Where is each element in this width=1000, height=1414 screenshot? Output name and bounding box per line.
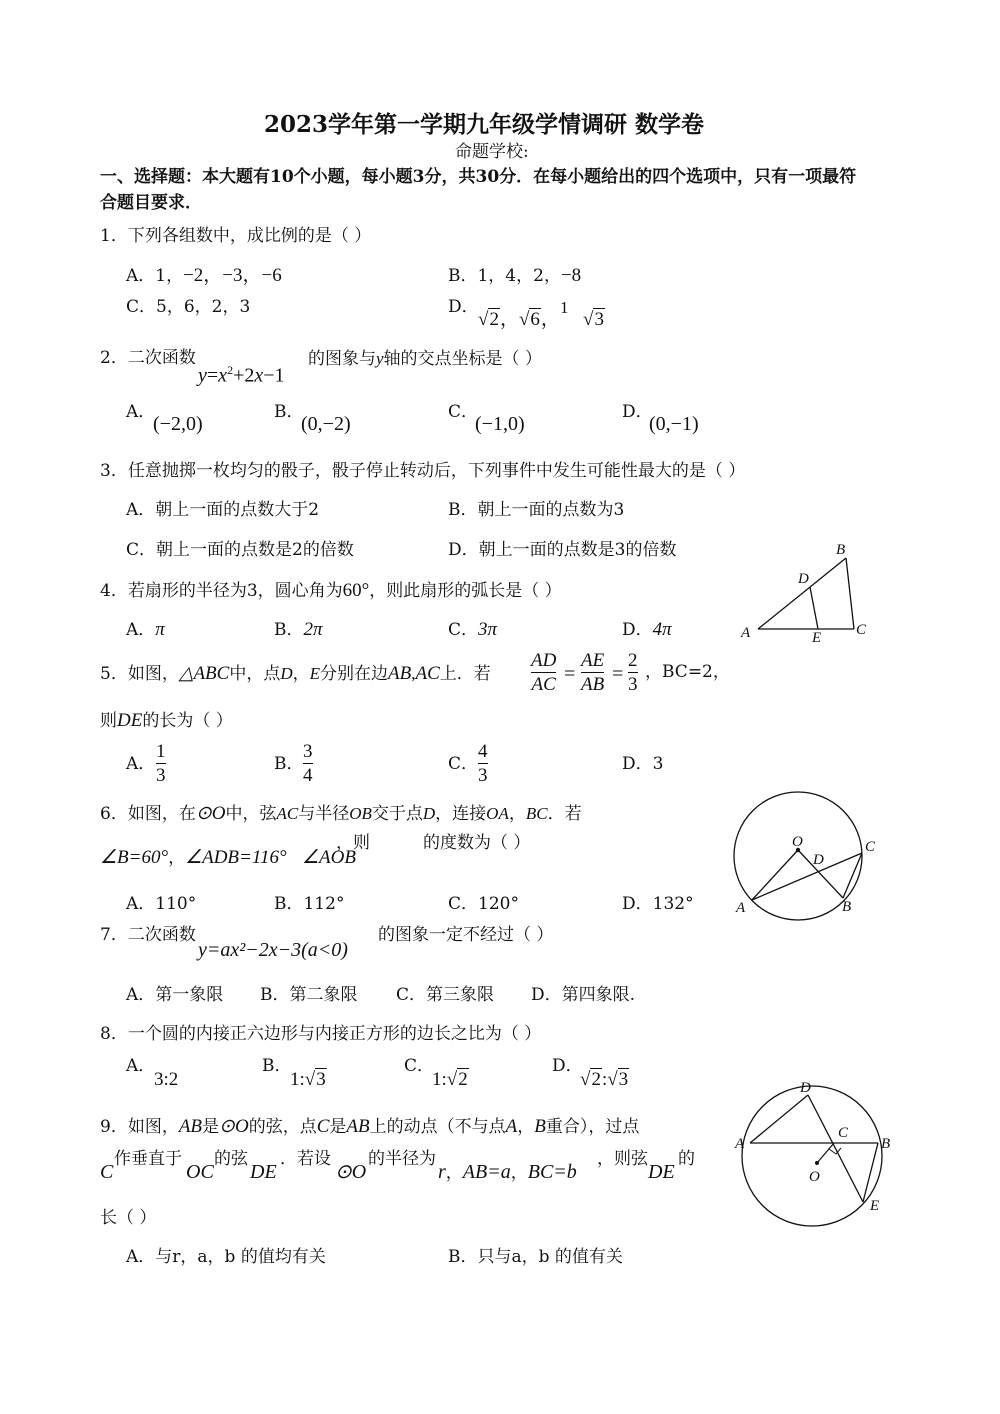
q5-option-c: 4 3: [478, 741, 488, 786]
q7-option-d: D．第四象限.: [531, 985, 636, 1005]
label-D: D: [800, 1080, 811, 1096]
q8-option-d-label: D．: [552, 1056, 583, 1076]
label-O: O: [809, 1169, 820, 1185]
label-C: C: [838, 1125, 849, 1141]
q7-function: y=ax²−2x−3(a<0): [198, 939, 348, 961]
q4-option-d: D．4π: [622, 619, 672, 640]
label-D: D: [813, 852, 824, 868]
q2-stem-b: 的图象与y轴的交点坐标是（ ）: [308, 349, 542, 369]
q5-equals-1: =: [564, 663, 576, 685]
q8-stem: 8．一个圆的内接正六边形与内接正方形的边长之比为（ ）: [100, 1024, 542, 1044]
label-B: B: [881, 1136, 891, 1152]
q9-option-b: B．只与a，b 的值有关: [448, 1247, 623, 1267]
q1-option-c: C．5，6，2，3: [126, 297, 251, 317]
q8-option-c-label: C．: [404, 1056, 435, 1076]
q5-option-a: 1 3: [156, 741, 166, 786]
q5-stem: 5．如图，△ABC中，点D，E分别在边AB,AC上．若: [100, 663, 491, 684]
q7-stem-a: 7．二次函数: [100, 925, 196, 945]
q9-stem-then: ，则弦: [597, 1149, 648, 1169]
exam-subtitle: 命题学校:: [455, 142, 529, 162]
q9-oc: OC: [186, 1161, 214, 1183]
q5-fraction-ae-ab: AE AB: [581, 650, 605, 695]
q5-bc-value: ，BC=2，: [645, 662, 730, 682]
label-A: A: [736, 900, 746, 916]
q1-option-d-last: √3: [583, 309, 604, 330]
q7-option-a: A．第一象限: [126, 985, 224, 1005]
section-header-line2: 合题目要求．: [100, 193, 202, 213]
q4-option-c: C．3π: [448, 619, 498, 640]
q5-option-b: 3 4: [303, 741, 313, 786]
q1-option-a: A．1，−2，−3，−6: [126, 265, 282, 286]
q3-option-b: B．朝上一面的点数为3: [448, 500, 625, 520]
q9-option-a: A．与r，a，b 的值均有关: [126, 1247, 326, 1267]
q9-stem-perp: 作垂直于: [114, 1149, 182, 1169]
label-C: C: [856, 622, 867, 638]
q9-stem-radius: 的半径为: [368, 1149, 436, 1169]
q5-fraction-two-thirds: 2 3: [628, 650, 638, 695]
q9-stem-line1: 9．如图，AB是⊙O的弦，点C是AB上的动点（不与点A，B重合），过点: [100, 1116, 640, 1137]
q5-option-a-label: A．: [126, 754, 156, 774]
q6-stem-end: 的度数为（ ）: [423, 833, 531, 853]
q6-stem-line1: 6．如图，在⊙O中，弦AC与半径OB交于点D，连接OA，BC．若: [100, 803, 582, 824]
circle-figure-q9: [730, 1074, 900, 1234]
q2-option-c: (−1,0): [475, 413, 525, 435]
q9-point-c: C: [100, 1161, 114, 1183]
q5-option-d: D．3: [622, 754, 664, 774]
label-A: A: [735, 1136, 745, 1152]
q6-option-c: C．120°: [448, 894, 519, 914]
page-title: 2023学年第一学期九年级学情调研 数学卷: [264, 111, 705, 138]
q2-option-b: (0,−2): [301, 413, 351, 435]
q2-option-d-label: D．: [622, 402, 653, 422]
q4-option-a: A．π: [126, 619, 165, 640]
label-O: O: [792, 834, 803, 850]
section-header-line1: 一、选择题：本大题有10个小题，每小题3分，共30分．在每小题给出的四个选项中，只有一项最符: [100, 167, 857, 187]
q6-stem-then: ，则: [336, 833, 370, 853]
q1-option-d-values: √2，√6，: [478, 309, 560, 330]
label-E: E: [870, 1198, 880, 1214]
q9-stem-line3: 长（ ）: [100, 1208, 157, 1228]
q4-option-b: B．2π: [274, 619, 323, 640]
q9-stem-chord: 的弦: [214, 1149, 248, 1169]
q9-stem-let: ．若设: [280, 1149, 331, 1169]
q5-equals-2: =: [612, 663, 624, 685]
label-B: B: [842, 899, 852, 915]
q1-option-d-one: 1: [560, 298, 569, 317]
q2-option-a-label: A．: [126, 402, 156, 422]
q5-option-b-label: B．: [274, 754, 304, 774]
q3-option-c: C．朝上一面的点数是2的倍数: [126, 540, 354, 560]
label-E: E: [812, 630, 822, 646]
label-A: A: [741, 625, 751, 641]
q2-option-a: (−2,0): [153, 413, 203, 435]
q2-function: $y=x^2+2x-1$: [198, 363, 285, 387]
q9-de: DE: [250, 1161, 277, 1183]
q1-option-b: B．1，4，2，−8: [448, 265, 582, 286]
q3-option-a: A．朝上一面的点数大于2: [126, 500, 320, 520]
q5-option-c-label: C．: [448, 754, 479, 774]
q8-option-b: 1:√3: [290, 1069, 326, 1090]
q8-option-a-label: A．: [126, 1056, 156, 1076]
q8-option-b-label: B．: [262, 1056, 292, 1076]
q2-option-c-label: C．: [448, 402, 479, 422]
q9-de-2: DE: [648, 1161, 675, 1183]
q6-option-a: A．110°: [126, 894, 197, 914]
q6-condition-angle-aob: ∠AOB: [302, 847, 356, 868]
q9-conditions: r，AB=a，BC=b: [438, 1161, 577, 1183]
triangle-figure-q5: [738, 538, 873, 648]
q1-stem: 1．下列各组数中，成比例的是（ ）: [100, 226, 372, 246]
q8-option-c: 1:√2: [432, 1069, 468, 1090]
q6-condition-angle-b: ∠B=60°，∠ADB=116°: [100, 847, 287, 868]
q7-option-b: B．第二象限: [260, 985, 358, 1005]
q2-option-b-label: B．: [274, 402, 304, 422]
q1-option-d-label: D．: [448, 297, 479, 317]
q3-stem: 3．任意抛掷一枚均匀的骰子，骰子停止转动后，下列事件中发生可能性最大的是（ ）: [100, 461, 746, 481]
q5-stem-line2: 则DE的长为（ ）: [100, 710, 233, 731]
q2-stem-a: 2．二次函数: [100, 348, 196, 368]
q3-option-d: D．朝上一面的点数是3的倍数: [448, 540, 677, 560]
q8-option-a: 3:2: [154, 1069, 179, 1090]
q7-option-c: C．第三象限: [396, 985, 495, 1005]
q9-stem-of: 的: [678, 1149, 695, 1169]
q8-option-d: √2:√3: [580, 1069, 629, 1090]
label-C: C: [865, 839, 876, 855]
q6-option-d: D．132°: [622, 894, 694, 914]
label-B: B: [836, 542, 846, 558]
q9-circle-o: ⊙O: [335, 1161, 367, 1183]
label-D: D: [798, 571, 809, 587]
q4-stem: 4．若扇形的半径为3，圆心角为60°，则此扇形的弧长是（ ）: [100, 580, 562, 601]
circle-figure-q6: [728, 788, 888, 928]
q7-stem-b: 的图象一定不经过（ ）: [378, 925, 554, 945]
q2-option-d: (0,−1): [649, 413, 699, 435]
q5-fraction-ad-ac: AD AC: [531, 650, 557, 695]
q6-option-b: B．112°: [274, 894, 345, 914]
